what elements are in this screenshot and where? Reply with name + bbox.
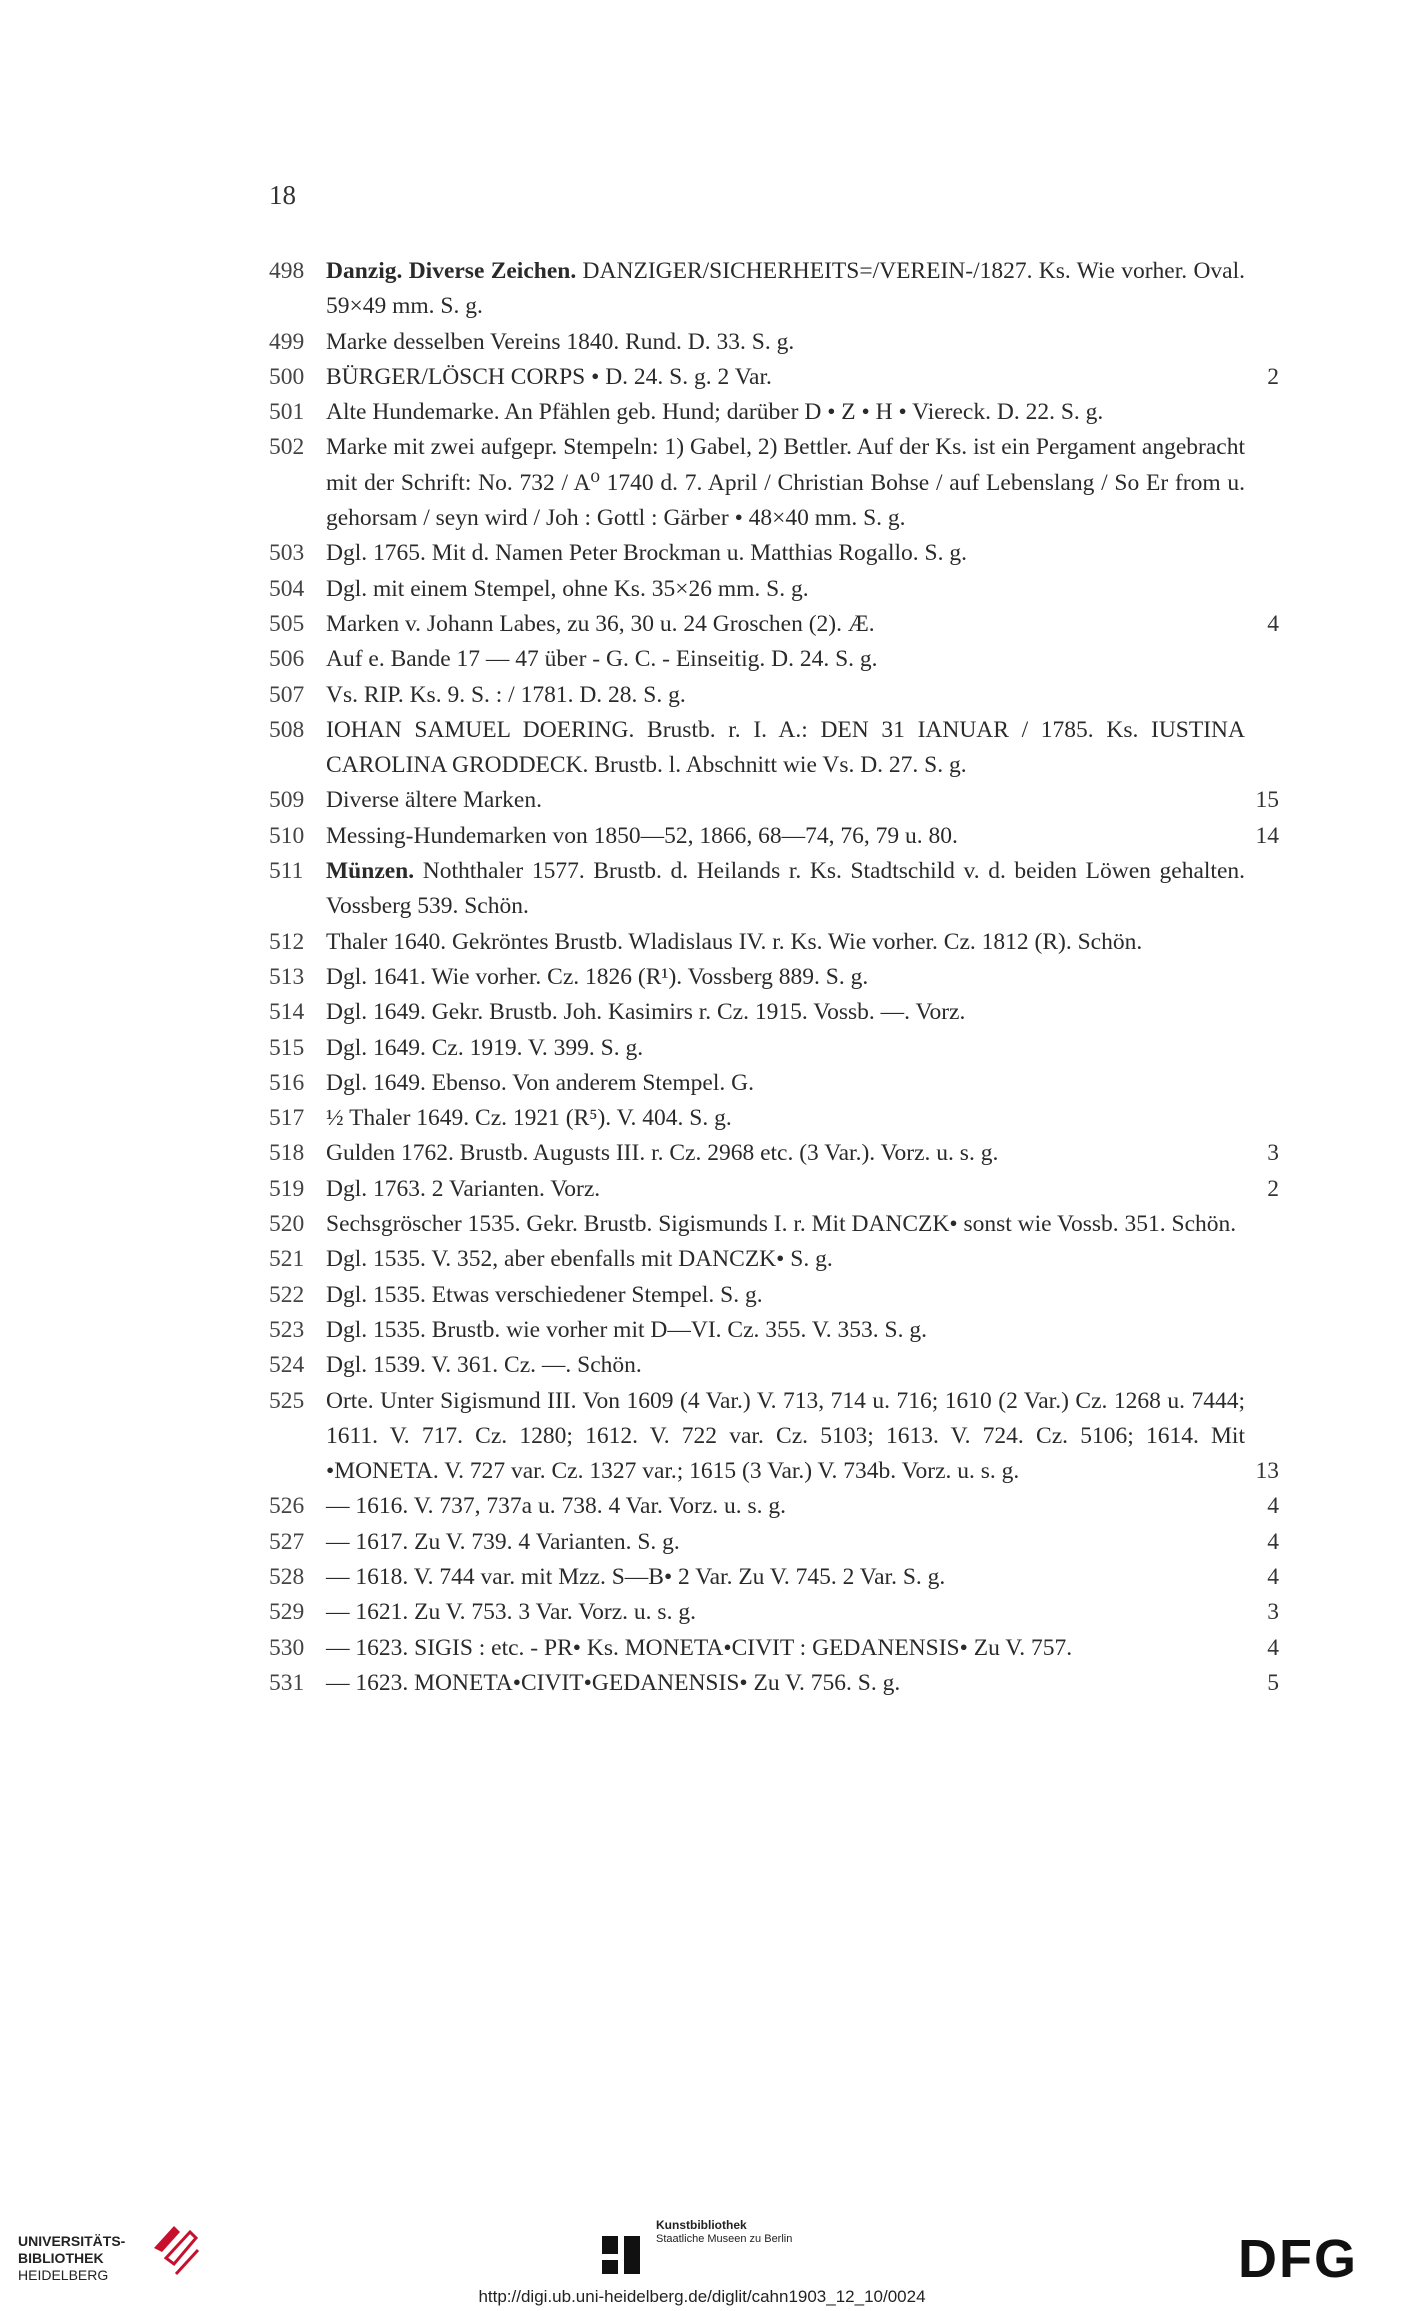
entry-description: Dgl. 1539. V. 361. Cz. —. Schön. <box>326 1352 642 1379</box>
entry-number: 505 <box>269 610 305 637</box>
catalog-entry <box>269 536 1279 571</box>
kb-line-2: Staatliche Museen zu Berlin <box>656 2233 793 2245</box>
catalog-entry <box>269 254 1279 325</box>
entry-description: Sechsgröscher 1535. Gekr. Brustb. Sigismunds I. r. Mit DANCZK• sonst wie Vossb. 351. Schön. <box>326 1211 1237 1238</box>
entry-description: Orte. Unter Sigismund III. Von 1609 (4 Var.) V. 713, 714 u. 716; 1610 (2 Var.) Cz. 1268 u. 7444; 1611. V. 717. Cz. 1280; 1612. V. 722 var. Cz. 5103; 1613. V. 724. Cz. 5106; 1614. Mit •MONETA. V. 727 var. Cz. 1327 var.; 1615 (3 Var.) V. 734b. Vorz. u. s. g. <box>326 1387 1245 1485</box>
entry-text <box>326 1207 1245 1242</box>
entry-text <box>326 1278 1245 1313</box>
entry-description: Dgl. 1641. Wie vorher. Cz. 1826 (R¹). Vossberg 889. S. g. <box>326 963 869 990</box>
entry-number: 513 <box>269 963 305 990</box>
catalog-entry <box>269 1172 1279 1207</box>
entry-description: Dgl. 1649. Gekr. Brustb. Joh. Kasimirs r. Cz. 1915. Vossb. —. Vorz. <box>326 999 966 1026</box>
entry-text <box>326 1313 1245 1348</box>
entry-number: 504 <box>269 575 305 602</box>
entry-text <box>326 254 1245 325</box>
catalog-entry <box>269 713 1279 784</box>
entry-number: 502 <box>269 434 305 461</box>
entry-number: 518 <box>269 1140 305 1167</box>
catalog-entry <box>269 360 1279 395</box>
catalog-entry <box>269 925 1279 960</box>
catalog-entry <box>269 642 1279 677</box>
entry-text <box>326 1595 1245 1630</box>
catalog-entry <box>269 1595 1279 1630</box>
entry-description: Dgl. mit einem Stempel, ohne Ks. 35×26 mm. S. g. <box>326 575 809 602</box>
entry-text <box>326 1066 1245 1101</box>
entry-description: Messing-Hundemarken von 1850—52, 1866, 68—74, 76, 79 u. 80. <box>326 822 958 849</box>
catalog-entries <box>269 254 1279 1701</box>
entry-description: — 1616. V. 737, 737a u. 738. 4 Var. Vorz. u. s. g. <box>326 1493 787 1520</box>
catalog-entry <box>269 1489 1279 1524</box>
kb-line-1: Kunstbibliothek <box>656 2218 747 2232</box>
entry-description: Noththaler 1577. Brustb. d. Heilands r. Ks. Stadtschild v. d. beiden Löwen gehalten. Vossberg 539. Schön. <box>326 858 1245 920</box>
entry-heading: Münzen. <box>326 858 415 885</box>
entry-description: Vs. RIP. Ks. 9. S. : / 1781. D. 28. S. g. <box>326 681 686 708</box>
entry-text <box>326 1631 1245 1666</box>
catalog-entry <box>269 1348 1279 1383</box>
entry-lot-count: 14 <box>1255 822 1279 849</box>
catalog-entry <box>269 430 1279 536</box>
entry-text <box>326 430 1245 536</box>
entry-number: 531 <box>269 1669 305 1696</box>
catalog-entry <box>269 1631 1279 1666</box>
entry-lot-count: 4 <box>1267 1634 1279 1661</box>
kunstbibliothek-mark-icon <box>598 2232 644 2278</box>
entry-text <box>326 819 1245 854</box>
ub-line-3: HEIDELBERG <box>18 2267 109 2283</box>
entry-lot-count: 4 <box>1267 1563 1279 1590</box>
footer <box>0 2200 1404 2311</box>
entry-lot-count: 13 <box>1255 1458 1279 1485</box>
entry-text <box>326 1560 1245 1595</box>
catalog-entry <box>269 678 1279 713</box>
catalog-entry <box>269 1525 1279 1560</box>
entry-description: Dgl. 1649. Cz. 1919. V. 399. S. g. <box>326 1034 644 1061</box>
catalog-entry <box>269 783 1279 818</box>
entry-text <box>326 1666 1245 1701</box>
entry-description: Dgl. 1535. V. 352, aber ebenfalls mit DANCZK• S. g. <box>326 1246 833 1273</box>
entry-lot-count: 5 <box>1267 1669 1279 1696</box>
catalog-entry <box>269 325 1279 360</box>
entry-text <box>326 572 1245 607</box>
entry-description: DANZIGER/SICHERHEITS=/VEREIN-/1827. Ks. Wie vorher. Oval. 59×49 mm. S. g. <box>326 258 1245 320</box>
entry-number: 527 <box>269 1528 305 1555</box>
entry-lot-count: 15 <box>1255 787 1279 814</box>
catalog-entry <box>269 819 1279 854</box>
entry-description: — 1623. SIGIS : etc. - PR• Ks. MONETA•CIVIT : GEDANENSIS• Zu V. 757. <box>326 1634 1073 1661</box>
kunstbibliothek-logo[interactable] <box>598 2218 858 2278</box>
entry-description: Dgl. 1535. Etwas verschiedener Stempel. S. g. <box>326 1281 763 1308</box>
entry-heading: Danzig. Diverse Zeichen. <box>326 258 577 284</box>
entry-text <box>326 783 1245 818</box>
entry-number: 516 <box>269 1069 305 1096</box>
ub-heidelberg-logo[interactable] <box>18 2218 208 2298</box>
entry-number: 525 <box>269 1387 305 1414</box>
entry-description: BÜRGER/LÖSCH CORPS • D. 24. S. g. 2 Var. <box>326 363 772 390</box>
entry-description: Diverse ältere Marken. <box>326 787 542 814</box>
entry-description: — 1623. MONETA•CIVIT•GEDANENSIS• Zu V. 756. S. g. <box>326 1669 901 1696</box>
catalog-entry <box>269 1384 1279 1490</box>
entry-description: Marke desselben Vereins 1840. Rund. D. 33. S. g. <box>326 328 795 355</box>
entry-number: 514 <box>269 999 305 1026</box>
catalog-entry <box>269 1066 1279 1101</box>
entry-lot-count: 2 <box>1267 1175 1279 1202</box>
entry-lot-count: 4 <box>1267 610 1279 637</box>
entry-number: 503 <box>269 540 305 567</box>
entry-description: Dgl. 1763. 2 Varianten. Vorz. <box>326 1175 601 1202</box>
entry-text <box>326 536 1245 571</box>
entry-number: 517 <box>269 1105 305 1132</box>
entry-number: 506 <box>269 646 305 673</box>
entry-text <box>326 325 1245 360</box>
entry-number: 519 <box>269 1175 305 1202</box>
ub-line-2: BIBLIOTHEK <box>18 2250 104 2266</box>
entry-number: 521 <box>269 1246 305 1273</box>
entry-text <box>326 678 1245 713</box>
entry-text <box>326 1525 1245 1560</box>
entry-text <box>326 1348 1245 1383</box>
entry-lot-count: 2 <box>1267 363 1279 390</box>
entry-lot-count: 3 <box>1267 1140 1279 1167</box>
catalog-entry <box>269 1207 1279 1242</box>
entry-number: 507 <box>269 681 305 708</box>
entry-description: — 1617. Zu V. 739. 4 Varianten. S. g. <box>326 1528 680 1555</box>
entry-number: 509 <box>269 787 305 814</box>
entry-lot-count: 3 <box>1267 1599 1279 1626</box>
entry-description: Marken v. Johann Labes, zu 36, 30 u. 24 Groschen (2). Æ. <box>326 610 875 637</box>
entry-text <box>326 360 1245 395</box>
entry-text <box>326 1136 1245 1171</box>
entry-description: ½ Thaler 1649. Cz. 1921 (R⁵). V. 404. S. g. <box>326 1105 732 1132</box>
entry-description: Alte Hundemarke. An Pfählen geb. Hund; darüber D • Z • H • Viereck. D. 22. S. g. <box>326 399 1104 426</box>
entry-text <box>326 395 1245 430</box>
entry-number: 512 <box>269 928 305 955</box>
entry-text <box>326 713 1245 784</box>
entry-number: 510 <box>269 822 305 849</box>
dfg-logo[interactable]: DFG <box>1238 2229 1358 2289</box>
catalog-entry <box>269 1242 1279 1277</box>
catalog-entry <box>269 995 1279 1030</box>
entry-text <box>326 1384 1245 1490</box>
entry-text <box>326 1101 1245 1136</box>
entry-text <box>326 854 1245 925</box>
entry-text <box>326 960 1245 995</box>
catalog-entry <box>269 572 1279 607</box>
entry-number: 508 <box>269 716 305 743</box>
entry-lot-count: 4 <box>1267 1528 1279 1555</box>
entry-description: — 1618. V. 744 var. mit Mzz. S—B• 2 Var. Zu V. 745. 2 Var. S. g. <box>326 1563 946 1590</box>
catalog-entry <box>269 1560 1279 1595</box>
permalink-url[interactable]: http://digi.ub.uni-heidelberg.de/diglit/cahn1903_12_10/0024 <box>478 2287 926 2306</box>
entry-description: Dgl. 1649. Ebenso. Von anderem Stempel. G. <box>326 1069 754 1096</box>
catalog-entry <box>269 1031 1279 1066</box>
ub-mark-icon <box>146 2218 206 2288</box>
entry-description: Thaler 1640. Gekröntes Brustb. Wladislaus IV. r. Ks. Wie vorher. Cz. 1812 (R). Schön. <box>326 928 1143 955</box>
entry-number: 522 <box>269 1281 305 1308</box>
entry-description: IOHAN SAMUEL DOERING. Brustb. r. I. A.: DEN 31 IANUAR / 1785. Ks. IUSTINA CAROLINA GRODDECK. Brustb. l. Abschnitt wie Vs. D. 27. S. g. <box>326 716 1245 779</box>
entry-number: 520 <box>269 1211 305 1238</box>
ub-line-1: UNIVERSITÄTS- <box>18 2233 126 2249</box>
entry-number: 499 <box>269 328 305 355</box>
entry-text <box>326 1031 1245 1066</box>
catalog-entry <box>269 1101 1279 1136</box>
entry-number: 515 <box>269 1034 305 1061</box>
catalog-entry <box>269 1666 1279 1701</box>
ub-text <box>18 2233 125 2284</box>
catalog-entry <box>269 854 1279 925</box>
entry-text <box>326 1172 1245 1207</box>
catalog-entry <box>269 960 1279 995</box>
entry-text <box>326 642 1245 677</box>
page-number: 18 <box>269 180 296 210</box>
entry-description: Gulden 1762. Brustb. Augusts III. r. Cz. 2968 etc. (3 Var.). Vorz. u. s. g. <box>326 1140 999 1167</box>
entry-text <box>326 995 1245 1030</box>
entry-lot-count: 4 <box>1267 1493 1279 1520</box>
entry-number: 511 <box>269 858 304 885</box>
entry-number: 524 <box>269 1352 305 1379</box>
catalog-entry <box>269 607 1279 642</box>
catalog-entry <box>269 1313 1279 1348</box>
entry-number: 530 <box>269 1634 305 1661</box>
catalog-entry <box>269 395 1279 430</box>
entry-text <box>326 607 1245 642</box>
entry-text <box>326 1489 1245 1524</box>
entry-text <box>326 925 1245 960</box>
kunstbibliothek-text <box>656 2218 792 2246</box>
entry-number: 528 <box>269 1563 305 1590</box>
entry-description: Marke mit zwei aufgepr. Stempeln: 1) Gabel, 2) Bettler. Auf der Ks. ist ein Pergament angebracht mit der Schrift: No. 732 / A⁰ 1740 d. 7. April / Christian Bohse / auf Lebenslang / So Er from u. gehorsam / seyn wird / Joh : Gottl : Gärber • 48×40 mm. S. g. <box>326 434 1245 532</box>
entry-text <box>326 1242 1245 1277</box>
catalog-entry <box>269 1136 1279 1171</box>
catalog-entry <box>269 1278 1279 1313</box>
entry-description: — 1621. Zu V. 753. 3 Var. Vorz. u. s. g. <box>326 1599 696 1626</box>
entry-description: Dgl. 1765. Mit d. Namen Peter Brockman u. Matthias Rogallo. S. g. <box>326 540 967 567</box>
entry-number: 498 <box>269 258 305 284</box>
entry-number: 501 <box>269 399 305 426</box>
entry-description: Dgl. 1535. Brustb. wie vorher mit D—VI. Cz. 355. V. 353. S. g. <box>326 1316 927 1343</box>
entry-number: 523 <box>269 1316 305 1343</box>
entry-description: Auf e. Bande 17 — 47 über - G. C. - Einseitig. D. 24. S. g. <box>326 646 878 673</box>
entry-number: 500 <box>269 363 305 390</box>
entry-number: 526 <box>269 1493 305 1520</box>
entry-number: 529 <box>269 1599 305 1626</box>
